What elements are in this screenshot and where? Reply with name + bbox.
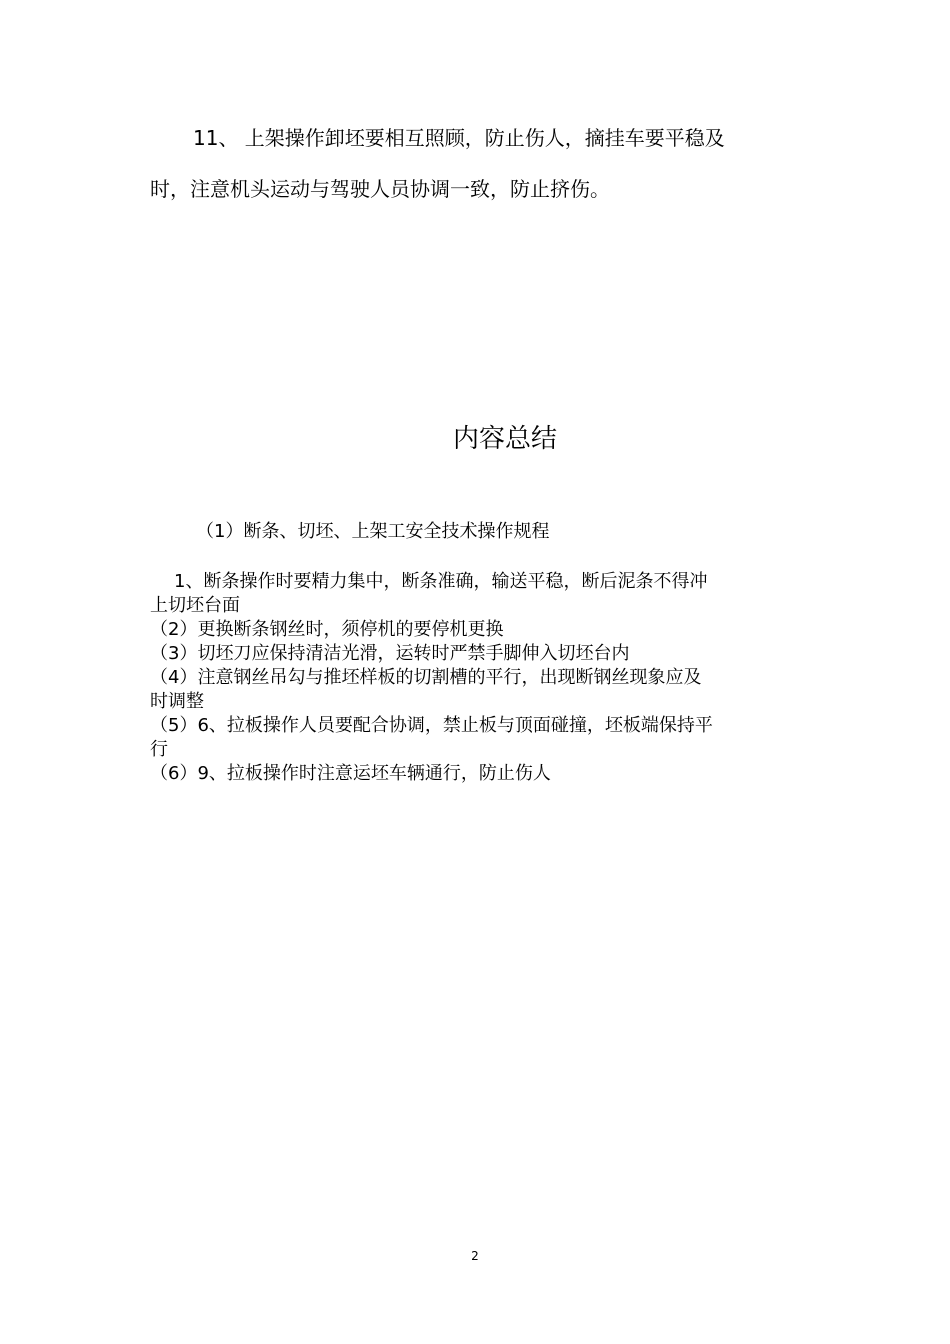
summary-line: 1、断条操作时要精力集中，断条准确，输送平稳，断后泥条不得冲 <box>174 571 708 592</box>
page-number: 2 <box>471 1249 479 1263</box>
summary-line: 上切坯台面 <box>150 595 240 616</box>
summary-line: （4）注意钢丝吊勾与推坯样板的切割槽的平行，出现断钢丝现象应及 <box>150 667 702 688</box>
summary-line: （5）6、拉板操作人员要配合协调，禁止板与顶面碰撞，坯板端保持平 <box>150 715 713 736</box>
item-11-line-1: 11、 上架操作卸坯要相互照顾，防止伤人，摘挂车要平稳及 <box>193 126 725 150</box>
summary-line: （6）9、拉板操作时注意运坯车辆通行，防止伤人 <box>150 763 551 784</box>
summary-body <box>150 570 800 786</box>
summary-line: 行 <box>150 739 168 760</box>
item-11-line-2: 时，注意机头运动与驾驶人员协调一致，防止挤伤。 <box>150 177 610 201</box>
summary-title: 内容总结 <box>452 424 557 454</box>
summary-line: （2）更换断条钢丝时，须停机的要停机更换 <box>150 619 504 640</box>
summary-heading: （1）断条、切坯、上架工安全技术操作规程 <box>196 521 550 542</box>
summary-line: 时调整 <box>150 691 204 712</box>
summary-line: （3）切坯刀应保持清洁光滑，运转时严禁手脚伸入切坯台内 <box>150 643 630 664</box>
